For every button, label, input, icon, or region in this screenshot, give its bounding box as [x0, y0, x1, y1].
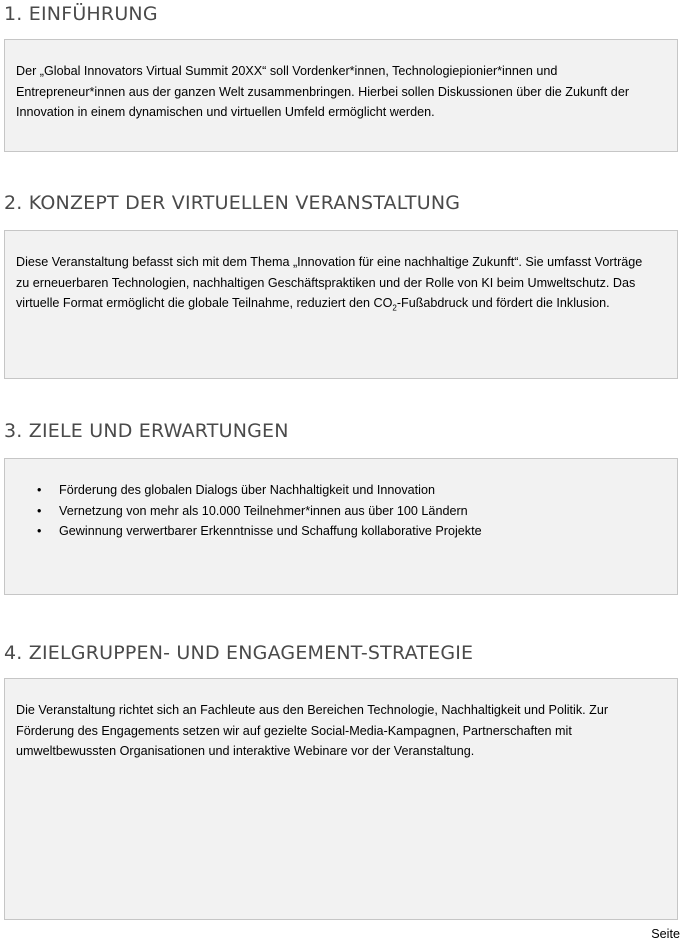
section-3-box [4, 458, 678, 595]
list-item [33, 480, 653, 501]
section-2-text [16, 252, 656, 314]
list-item-text: Förderung des globalen Dialogs über Nachhaltigkeit und Innovation [59, 483, 435, 497]
section-1-text: Der „Global Innovators Virtual Summit 20XX“ soll Vordenker*innen, Technologiepionier*innen und Entrepreneur*innen aus der ganzen Welt zusammenbringen. Hierbei sollen Diskussionen über die Zukunft der Innovation in einem dynamischen und virtuellen Umfeld ermöglicht werden. [16, 64, 630, 120]
section-4-heading: 4. ZIELGRUPPEN- UND ENGAGEMENT-STRATEGIE [4, 642, 474, 664]
bullet-icon: • [37, 503, 42, 518]
section-2-text-after: -Fußabdruck und fördert die Inklusion. [396, 296, 610, 311]
bullet-icon: • [37, 483, 42, 497]
list-item [33, 501, 653, 522]
page-footer-label: Seite [651, 927, 680, 941]
section-2-heading: 2. KONZEPT DER VIRTUELLEN VERANSTALTUNG [4, 192, 461, 214]
co2-subscript: 2 [392, 303, 397, 313]
list-item-text: Gewinnung verwertbarer Erkenntnisse und Schaffung kollaborative Projekte [59, 524, 482, 538]
section-1-heading: 1. EINFÜHRUNG [4, 3, 158, 25]
list-item-text: Vernetzung von mehr als 10.000 Teilnehmer*innen aus über 100 Ländern [59, 503, 468, 518]
section-2-box [4, 230, 678, 379]
bullet-icon: • [37, 524, 42, 538]
section-4-box [4, 678, 678, 920]
section-4-text: Die Veranstaltung richtet sich an Fachleute aus den Bereichen Technologie, Nachhaltigkeit und Politik. Zur Förderung des Engagements setzen wir auf gezielte Social-Media-Kampagnen, Partnerschaften mit umweltbewussten Organisationen und interaktive Webinare vor der Veranstaltung. [16, 703, 609, 759]
section-2-text-before: Diese Veranstaltung befasst sich mit dem Thema „Innovation für eine nachhaltige Zukunft“. Sie umfasst Vorträge zu erneuerbaren Technologien, nachhaltigen Geschäftspraktiken und der Rolle von KI beim Umweltschutz. Das virtuelle Format ermöglicht die globale Teilnahme, reduziert den CO [16, 255, 643, 311]
list-item [33, 521, 653, 542]
section-3-heading: 3. ZIELE UND ERWARTUNGEN [4, 420, 289, 442]
section-1-box [4, 39, 678, 152]
goals-list [33, 480, 653, 542]
